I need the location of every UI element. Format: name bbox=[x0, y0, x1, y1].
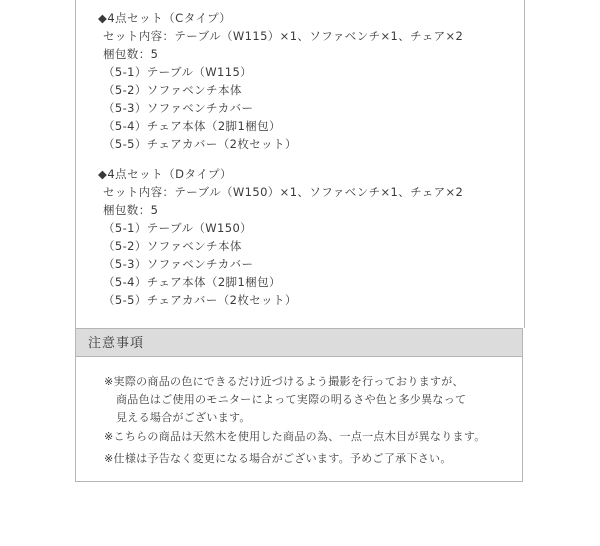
notes-body bbox=[75, 356, 523, 482]
package-item: （5-1）テーブル（W150） bbox=[103, 221, 253, 235]
package-item: （5-3）ソファベンチカバー bbox=[103, 101, 254, 115]
package-item: （5-2）ソファベンチ本体 bbox=[103, 239, 242, 253]
note-wood-grain bbox=[104, 428, 486, 446]
set-title: ◆4点セット（Dタイプ） bbox=[98, 167, 233, 181]
set-contents: セット内容：テーブル（W115）×1、ソファベンチ×1、チェア×2 bbox=[103, 29, 464, 43]
notes-title: 注意事項 bbox=[88, 336, 145, 351]
set-contents: セット内容：テーブル（W150）×1、ソファベンチ×1、チェア×2 bbox=[103, 185, 464, 199]
package-item: （5-4）チェア本体（2脚1梱包） bbox=[103, 275, 281, 289]
note-line: ※仕様は予告なく変更になる場合がございます。予めご了承下さい。 bbox=[104, 452, 452, 465]
note-line: ※実際の商品の色にできるだけ近づけるよう撮影を行っておりますが、 bbox=[104, 375, 464, 388]
set-title: ◆4点セット（Cタイプ） bbox=[98, 11, 232, 25]
note-line: ※こちらの商品は天然木を使用した商品の為、一点一点木目が異なります。 bbox=[104, 430, 486, 443]
package-item: （5-1）テーブル（W115） bbox=[103, 65, 253, 79]
package-count: 梱包数：5 bbox=[103, 203, 159, 217]
package-item: （5-5）チェアカバー（2枚セット） bbox=[103, 137, 297, 151]
package-item: （5-4）チェア本体（2脚1梱包） bbox=[103, 119, 281, 133]
note-line: 見える場合がございます。 bbox=[116, 411, 251, 424]
package-item: （5-5）チェアカバー（2枚セット） bbox=[103, 293, 297, 307]
note-line: 商品色はご使用のモニターによって実際の明るさや色と多少異なって bbox=[116, 393, 467, 406]
note-spec-change bbox=[104, 450, 452, 468]
note-color bbox=[104, 373, 466, 427]
set-d-section bbox=[98, 165, 463, 309]
set-c-section bbox=[98, 9, 463, 153]
notes-header bbox=[75, 328, 523, 357]
package-count: 梱包数：5 bbox=[103, 47, 159, 61]
package-item: （5-2）ソファベンチ本体 bbox=[103, 83, 242, 97]
package-item: （5-3）ソファベンチカバー bbox=[103, 257, 254, 271]
